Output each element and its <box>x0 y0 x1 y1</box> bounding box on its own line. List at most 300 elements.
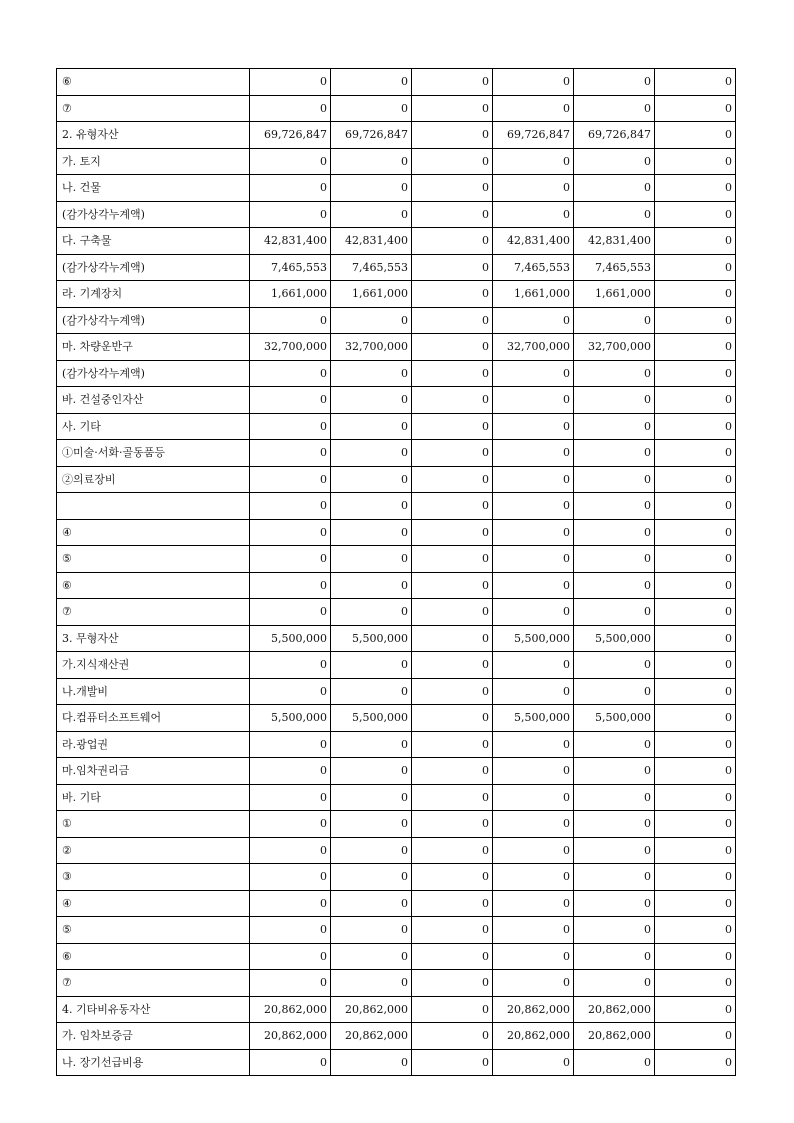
table-row <box>57 1023 736 1050</box>
amount-cell: 0 <box>574 731 655 758</box>
amount-cell: 0 <box>412 69 493 96</box>
amount-cell: 1,661,000 <box>250 281 331 308</box>
amount-cell: 0 <box>412 599 493 626</box>
amount-cell: 0 <box>331 970 412 997</box>
amount-cell: 0 <box>655 122 736 149</box>
amount-cell: 0 <box>250 758 331 785</box>
table-row <box>57 122 736 149</box>
amount-cell: 0 <box>493 599 574 626</box>
amount-cell: 0 <box>655 599 736 626</box>
amount-cell: 20,862,000 <box>331 1023 412 1050</box>
amount-cell: 0 <box>250 970 331 997</box>
amount-cell: 0 <box>331 360 412 387</box>
row-label: ⑥ <box>57 572 250 599</box>
amount-cell: 0 <box>493 440 574 467</box>
amount-cell: 0 <box>574 943 655 970</box>
amount-cell: 0 <box>412 122 493 149</box>
table-row <box>57 811 736 838</box>
amount-cell: 0 <box>331 519 412 546</box>
row-label: (감가상각누계액) <box>57 254 250 281</box>
amount-cell: 0 <box>331 413 412 440</box>
amount-cell: 0 <box>655 705 736 732</box>
amount-cell: 0 <box>331 95 412 122</box>
amount-cell: 0 <box>331 599 412 626</box>
amount-cell: 0 <box>655 440 736 467</box>
amount-cell: 0 <box>412 201 493 228</box>
table-row <box>57 917 736 944</box>
amount-cell: 0 <box>250 69 331 96</box>
amount-cell: 0 <box>331 201 412 228</box>
amount-cell: 0 <box>655 519 736 546</box>
amount-cell: 0 <box>250 599 331 626</box>
amount-cell: 0 <box>250 95 331 122</box>
amount-cell: 20,862,000 <box>331 996 412 1023</box>
amount-cell: 0 <box>574 546 655 573</box>
amount-cell: 0 <box>412 864 493 891</box>
amount-cell: 0 <box>655 413 736 440</box>
amount-cell: 0 <box>655 837 736 864</box>
amount-cell: 0 <box>331 917 412 944</box>
amount-cell: 0 <box>655 466 736 493</box>
row-label: 3. 무형자산 <box>57 625 250 652</box>
table-row <box>57 201 736 228</box>
amount-cell: 0 <box>655 254 736 281</box>
amount-cell: 0 <box>250 466 331 493</box>
amount-cell: 0 <box>331 837 412 864</box>
amount-cell: 0 <box>574 148 655 175</box>
amount-cell: 5,500,000 <box>574 705 655 732</box>
amount-cell: 5,500,000 <box>574 625 655 652</box>
row-label: 가. 토지 <box>57 148 250 175</box>
table-row <box>57 996 736 1023</box>
amount-cell: 0 <box>412 943 493 970</box>
amount-cell: 32,700,000 <box>250 334 331 361</box>
table-row <box>57 69 736 96</box>
row-label: 바. 건설중인자산 <box>57 387 250 414</box>
amount-cell: 0 <box>574 493 655 520</box>
row-label: ②의료장비 <box>57 466 250 493</box>
amount-cell: 0 <box>331 387 412 414</box>
amount-cell: 0 <box>412 387 493 414</box>
row-label: 가.지식재산권 <box>57 652 250 679</box>
amount-cell: 0 <box>493 307 574 334</box>
amount-cell: 0 <box>331 1049 412 1076</box>
amount-cell: 0 <box>655 69 736 96</box>
amount-cell: 0 <box>493 572 574 599</box>
table-row <box>57 546 736 573</box>
amount-cell: 0 <box>574 440 655 467</box>
amount-cell: 1,661,000 <box>574 281 655 308</box>
amount-cell: 0 <box>493 864 574 891</box>
row-label: 2. 유형자산 <box>57 122 250 149</box>
amount-cell: 0 <box>655 652 736 679</box>
row-label: 가. 임차보증금 <box>57 1023 250 1050</box>
amount-cell: 0 <box>412 228 493 255</box>
row-label: (감가상각누계액) <box>57 307 250 334</box>
amount-cell: 0 <box>493 387 574 414</box>
amount-cell: 7,465,553 <box>250 254 331 281</box>
amount-cell: 0 <box>412 758 493 785</box>
amount-cell: 0 <box>655 678 736 705</box>
table-row <box>57 599 736 626</box>
amount-cell: 0 <box>493 466 574 493</box>
row-label: 다.컴퓨터소프트웨어 <box>57 705 250 732</box>
amount-cell: 0 <box>412 890 493 917</box>
amount-cell: 0 <box>655 387 736 414</box>
amount-cell: 0 <box>574 519 655 546</box>
amount-cell: 0 <box>250 864 331 891</box>
row-label <box>57 493 250 520</box>
row-label: ① <box>57 811 250 838</box>
amount-cell: 0 <box>250 493 331 520</box>
amount-cell: 42,831,400 <box>574 228 655 255</box>
row-label: ①미술·서화·골동품등 <box>57 440 250 467</box>
amount-cell: 0 <box>412 519 493 546</box>
amount-cell: 0 <box>250 307 331 334</box>
amount-cell: 0 <box>412 148 493 175</box>
row-label: 4. 기타비유동자산 <box>57 996 250 1023</box>
asset-table-body <box>57 69 736 1076</box>
amount-cell: 0 <box>412 1049 493 1076</box>
amount-cell: 0 <box>412 652 493 679</box>
table-row <box>57 652 736 679</box>
amount-cell: 0 <box>655 281 736 308</box>
amount-cell: 0 <box>250 519 331 546</box>
amount-cell: 0 <box>412 996 493 1023</box>
amount-cell: 20,862,000 <box>493 996 574 1023</box>
asset-table <box>56 68 736 1076</box>
amount-cell: 0 <box>250 678 331 705</box>
row-label: 바. 기타 <box>57 784 250 811</box>
amount-cell: 0 <box>574 917 655 944</box>
amount-cell: 0 <box>331 864 412 891</box>
amount-cell: 7,465,553 <box>493 254 574 281</box>
amount-cell: 0 <box>331 175 412 202</box>
table-row <box>57 970 736 997</box>
amount-cell: 0 <box>412 334 493 361</box>
amount-cell: 0 <box>250 1049 331 1076</box>
row-label: 나.개발비 <box>57 678 250 705</box>
amount-cell: 0 <box>574 970 655 997</box>
amount-cell: 0 <box>331 148 412 175</box>
amount-cell: 0 <box>574 837 655 864</box>
amount-cell: 0 <box>412 811 493 838</box>
amount-cell: 32,700,000 <box>331 334 412 361</box>
amount-cell: 0 <box>655 546 736 573</box>
table-row <box>57 864 736 891</box>
row-label: ③ <box>57 864 250 891</box>
amount-cell: 0 <box>574 678 655 705</box>
amount-cell: 5,500,000 <box>331 705 412 732</box>
amount-cell: 0 <box>574 599 655 626</box>
amount-cell: 0 <box>250 652 331 679</box>
amount-cell: 0 <box>331 69 412 96</box>
amount-cell: 0 <box>574 758 655 785</box>
table-row <box>57 334 736 361</box>
amount-cell: 0 <box>412 546 493 573</box>
amount-cell: 0 <box>574 387 655 414</box>
row-label: 라.광업권 <box>57 731 250 758</box>
amount-cell: 1,661,000 <box>331 281 412 308</box>
amount-cell: 0 <box>412 1023 493 1050</box>
amount-cell: 69,726,847 <box>331 122 412 149</box>
amount-cell: 0 <box>655 890 736 917</box>
row-label: (감가상각누계액) <box>57 360 250 387</box>
amount-cell: 0 <box>412 731 493 758</box>
amount-cell: 0 <box>250 890 331 917</box>
amount-cell: 0 <box>412 307 493 334</box>
row-label: ② <box>57 837 250 864</box>
table-row <box>57 387 736 414</box>
table-row <box>57 307 736 334</box>
amount-cell: 0 <box>250 175 331 202</box>
table-row <box>57 705 736 732</box>
amount-cell: 0 <box>493 837 574 864</box>
amount-cell: 0 <box>331 731 412 758</box>
amount-cell: 0 <box>655 148 736 175</box>
amount-cell: 0 <box>655 334 736 361</box>
amount-cell: 5,500,000 <box>493 625 574 652</box>
table-row <box>57 228 736 255</box>
amount-cell: 0 <box>493 360 574 387</box>
amount-cell: 0 <box>493 811 574 838</box>
amount-cell: 0 <box>412 466 493 493</box>
amount-cell: 0 <box>331 784 412 811</box>
amount-cell: 20,862,000 <box>250 1023 331 1050</box>
amount-cell: 0 <box>574 201 655 228</box>
amount-cell: 0 <box>493 1049 574 1076</box>
amount-cell: 0 <box>493 148 574 175</box>
amount-cell: 0 <box>331 546 412 573</box>
amount-cell: 0 <box>655 1023 736 1050</box>
table-row <box>57 784 736 811</box>
row-label: (감가상각누계액) <box>57 201 250 228</box>
row-label: 나. 장기선급비용 <box>57 1049 250 1076</box>
amount-cell: 0 <box>655 864 736 891</box>
amount-cell: 0 <box>250 572 331 599</box>
amount-cell: 0 <box>412 705 493 732</box>
amount-cell: 0 <box>331 758 412 785</box>
amount-cell: 0 <box>574 864 655 891</box>
amount-cell: 0 <box>493 784 574 811</box>
amount-cell: 0 <box>331 493 412 520</box>
row-label: ⑤ <box>57 546 250 573</box>
amount-cell: 20,862,000 <box>574 1023 655 1050</box>
amount-cell: 0 <box>574 890 655 917</box>
amount-cell: 0 <box>574 1049 655 1076</box>
amount-cell: 0 <box>493 546 574 573</box>
amount-cell: 0 <box>574 572 655 599</box>
amount-cell: 0 <box>655 201 736 228</box>
table-row <box>57 890 736 917</box>
amount-cell: 0 <box>412 625 493 652</box>
table-row <box>57 360 736 387</box>
amount-cell: 0 <box>574 413 655 440</box>
amount-cell: 0 <box>493 95 574 122</box>
amount-cell: 0 <box>655 731 736 758</box>
amount-cell: 0 <box>493 917 574 944</box>
amount-cell: 0 <box>574 95 655 122</box>
table-row <box>57 281 736 308</box>
amount-cell: 0 <box>412 572 493 599</box>
amount-cell: 0 <box>250 148 331 175</box>
amount-cell: 0 <box>412 413 493 440</box>
amount-cell: 0 <box>574 175 655 202</box>
amount-cell: 0 <box>493 413 574 440</box>
amount-cell: 0 <box>655 784 736 811</box>
amount-cell: 0 <box>493 758 574 785</box>
table-row <box>57 175 736 202</box>
amount-cell: 0 <box>412 678 493 705</box>
row-label: 나. 건물 <box>57 175 250 202</box>
table-row <box>57 493 736 520</box>
table-row <box>57 678 736 705</box>
amount-cell: 0 <box>493 69 574 96</box>
amount-cell: 0 <box>493 519 574 546</box>
amount-cell: 0 <box>412 493 493 520</box>
amount-cell: 0 <box>655 943 736 970</box>
row-label: 라. 기계장치 <box>57 281 250 308</box>
row-label: ⑦ <box>57 95 250 122</box>
amount-cell: 0 <box>331 466 412 493</box>
amount-cell: 5,500,000 <box>250 705 331 732</box>
amount-cell: 0 <box>655 917 736 944</box>
amount-cell: 0 <box>250 837 331 864</box>
amount-cell: 20,862,000 <box>574 996 655 1023</box>
amount-cell: 0 <box>412 440 493 467</box>
amount-cell: 42,831,400 <box>250 228 331 255</box>
amount-cell: 0 <box>655 1049 736 1076</box>
amount-cell: 69,726,847 <box>250 122 331 149</box>
amount-cell: 0 <box>655 572 736 599</box>
row-label: ④ <box>57 519 250 546</box>
amount-cell: 0 <box>250 440 331 467</box>
amount-cell: 0 <box>493 943 574 970</box>
table-row <box>57 943 736 970</box>
row-label: 사. 기타 <box>57 413 250 440</box>
amount-cell: 0 <box>412 784 493 811</box>
amount-cell: 0 <box>331 890 412 917</box>
amount-cell: 0 <box>574 652 655 679</box>
amount-cell: 0 <box>655 493 736 520</box>
amount-cell: 20,862,000 <box>493 1023 574 1050</box>
table-row <box>57 148 736 175</box>
table-row <box>57 1049 736 1076</box>
amount-cell: 0 <box>574 307 655 334</box>
row-label: ⑦ <box>57 599 250 626</box>
amount-cell: 69,726,847 <box>574 122 655 149</box>
row-label: ⑥ <box>57 69 250 96</box>
table-row <box>57 758 736 785</box>
amount-cell: 5,500,000 <box>493 705 574 732</box>
amount-cell: 0 <box>574 811 655 838</box>
amount-cell: 1,661,000 <box>493 281 574 308</box>
amount-cell: 0 <box>331 307 412 334</box>
amount-cell: 0 <box>574 466 655 493</box>
table-row <box>57 466 736 493</box>
financial-statement-sheet <box>56 68 736 1076</box>
amount-cell: 0 <box>493 731 574 758</box>
table-row <box>57 837 736 864</box>
amount-cell: 0 <box>493 493 574 520</box>
amount-cell: 0 <box>655 95 736 122</box>
amount-cell: 0 <box>574 784 655 811</box>
row-label: ⑥ <box>57 943 250 970</box>
amount-cell: 0 <box>655 175 736 202</box>
row-label: 마. 차량운반구 <box>57 334 250 361</box>
table-row <box>57 95 736 122</box>
amount-cell: 0 <box>574 360 655 387</box>
amount-cell: 0 <box>250 413 331 440</box>
amount-cell: 0 <box>250 360 331 387</box>
amount-cell: 0 <box>412 95 493 122</box>
amount-cell: 0 <box>655 307 736 334</box>
amount-cell: 0 <box>493 678 574 705</box>
amount-cell: 7,465,553 <box>331 254 412 281</box>
amount-cell: 0 <box>250 387 331 414</box>
amount-cell: 0 <box>493 652 574 679</box>
row-label: 마.임차권리금 <box>57 758 250 785</box>
amount-cell: 20,862,000 <box>250 996 331 1023</box>
amount-cell: 0 <box>412 970 493 997</box>
amount-cell: 0 <box>655 360 736 387</box>
amount-cell: 0 <box>331 652 412 679</box>
amount-cell: 0 <box>655 228 736 255</box>
amount-cell: 42,831,400 <box>331 228 412 255</box>
amount-cell: 0 <box>655 996 736 1023</box>
amount-cell: 7,465,553 <box>574 254 655 281</box>
row-label: ⑤ <box>57 917 250 944</box>
amount-cell: 0 <box>412 175 493 202</box>
amount-cell: 0 <box>412 837 493 864</box>
row-label: ④ <box>57 890 250 917</box>
amount-cell: 5,500,000 <box>250 625 331 652</box>
table-row <box>57 440 736 467</box>
amount-cell: 0 <box>250 943 331 970</box>
amount-cell: 0 <box>412 254 493 281</box>
amount-cell: 0 <box>331 678 412 705</box>
table-row <box>57 625 736 652</box>
amount-cell: 5,500,000 <box>331 625 412 652</box>
row-label: 다. 구축물 <box>57 228 250 255</box>
amount-cell: 0 <box>493 201 574 228</box>
row-label: ⑦ <box>57 970 250 997</box>
amount-cell: 0 <box>250 811 331 838</box>
table-row <box>57 254 736 281</box>
amount-cell: 32,700,000 <box>574 334 655 361</box>
amount-cell: 0 <box>250 917 331 944</box>
amount-cell: 0 <box>250 201 331 228</box>
amount-cell: 0 <box>655 811 736 838</box>
amount-cell: 0 <box>250 731 331 758</box>
amount-cell: 0 <box>412 917 493 944</box>
amount-cell: 0 <box>493 175 574 202</box>
amount-cell: 0 <box>493 970 574 997</box>
amount-cell: 32,700,000 <box>493 334 574 361</box>
amount-cell: 0 <box>250 546 331 573</box>
amount-cell: 0 <box>412 360 493 387</box>
table-row <box>57 731 736 758</box>
amount-cell: 0 <box>412 281 493 308</box>
amount-cell: 0 <box>655 970 736 997</box>
amount-cell: 0 <box>331 572 412 599</box>
amount-cell: 0 <box>574 69 655 96</box>
amount-cell: 69,726,847 <box>493 122 574 149</box>
amount-cell: 0 <box>655 758 736 785</box>
amount-cell: 0 <box>493 890 574 917</box>
table-row <box>57 519 736 546</box>
amount-cell: 0 <box>655 625 736 652</box>
